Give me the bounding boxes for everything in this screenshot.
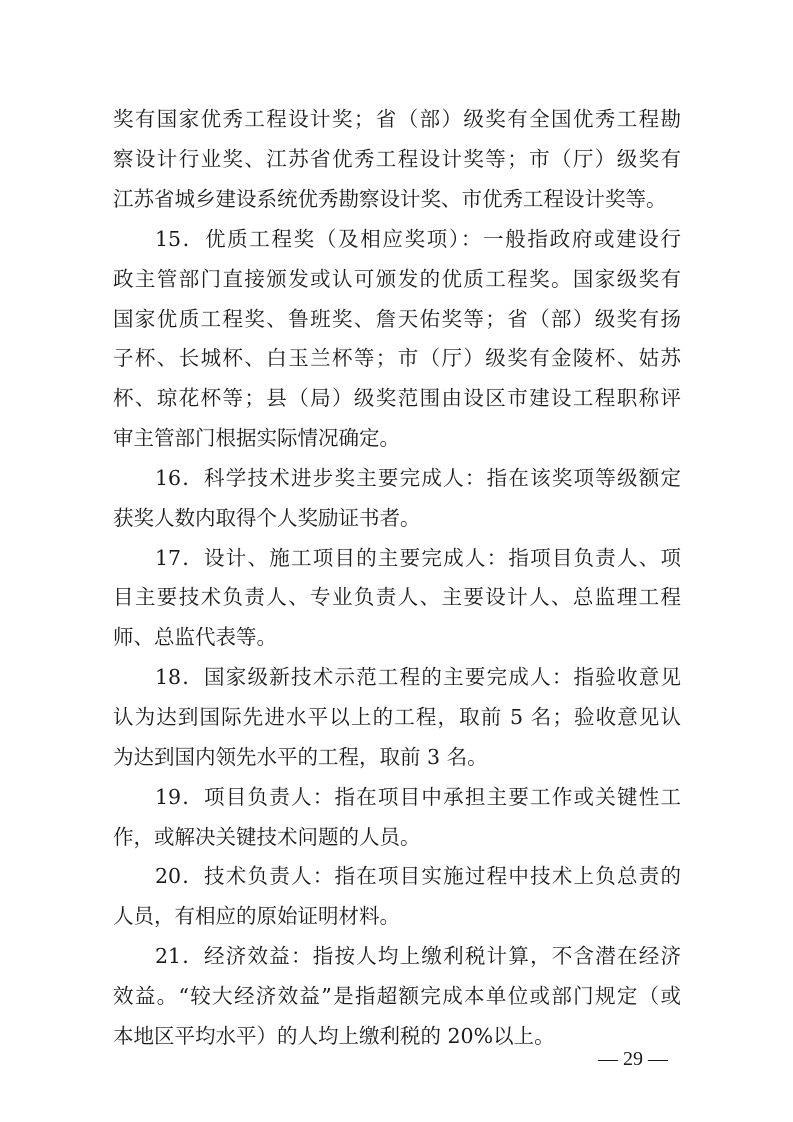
text-line: 获奖人数内取得个人奖励证书者。: [113, 506, 421, 530]
item-16-heading-line: 16．科学技术进步奖主要完成人：指在该奖项等级额定: [155, 466, 681, 490]
item-15-heading-line: 15．优质工程奖（及相应奖项）：一般指政府或建设行: [155, 227, 681, 251]
text-line: 国家优质工程奖、鲁班奖、詹天佑奖等；省（部）级奖有扬: [113, 307, 681, 331]
text-line: 为达到国内领先水平的工程，取前 3 名。: [113, 745, 488, 769]
text-line: 作，或解决关键技术问题的人员。: [113, 825, 421, 849]
text-line: 人员，有相应的原始证明材料。: [113, 904, 400, 928]
text-line: 师、总监代表等。: [113, 625, 277, 649]
page-number: — 29 —: [598, 1048, 668, 1070]
text-line: 江苏省城乡建设系统优秀勘察设计奖、市优秀工程设计奖等。: [113, 187, 667, 211]
item-19-heading-line: 19．项目负责人：指在项目中承担主要工作或关键性工: [155, 785, 681, 809]
text-line: 认为达到国际先进水平以上的工程，取前 5 名；验收意见认: [113, 705, 681, 729]
text-line: 政主管部门直接颁发或认可颁发的优质工程奖。国家级奖有: [113, 267, 681, 291]
text-line: 本地区平均水平）的人均上缴利税的 20%以上。: [113, 1024, 555, 1048]
text-line: 目主要技术负责人、专业负责人、主要设计人、总监理工程: [113, 585, 681, 609]
text-line: 察设计行业奖、江苏省优秀工程设计奖等；市（厅）级奖有: [113, 147, 681, 171]
text-line: 杯、琼花杯等；县（局）级奖范围由设区市建设工程职称评: [113, 386, 681, 410]
item-21-heading-line: 21．经济效益：指按人均上缴利税计算，不含潜在经济: [155, 944, 681, 968]
text-line: 效益。“较大经济效益”是指超额完成本单位或部门规定（或: [113, 984, 681, 1008]
text-line: 奖有国家优秀工程设计奖；省（部）级奖有全国优秀工程勘: [113, 107, 681, 131]
item-20-heading-line: 20．技术负责人：指在项目实施过程中技术上负总责的: [155, 864, 681, 888]
item-18-heading-line: 18．国家级新技术示范工程的主要完成人：指验收意见: [155, 665, 681, 689]
text-line: 子杯、长城杯、白玉兰杯等；市（厅）级奖有金陵杯、姑苏: [113, 346, 681, 370]
item-17-heading-line: 17．设计、施工项目的主要完成人：指项目负责人、项: [155, 546, 681, 570]
text-line: 审主管部门根据实际情况确定。: [113, 426, 400, 450]
